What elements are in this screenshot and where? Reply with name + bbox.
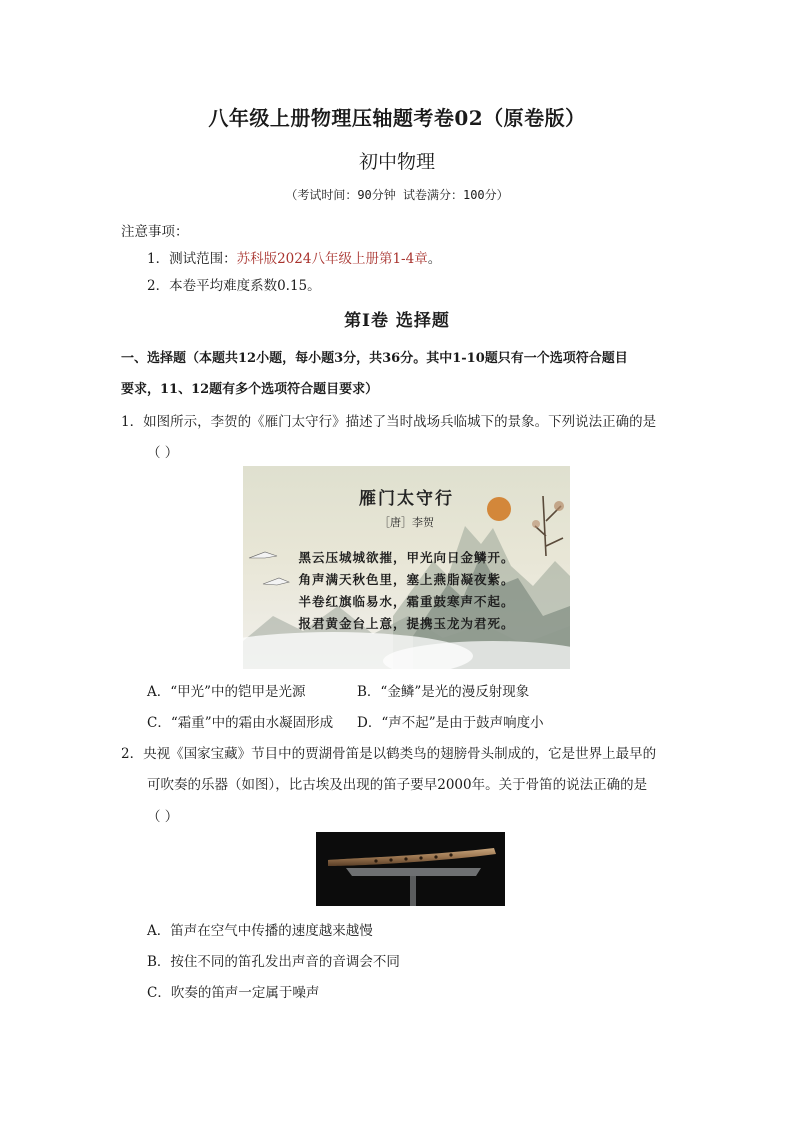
q1-stem-line-1: 1．如图所示，李贺的《雁门太守行》描述了当时战场兵临城下的景象。下列说法正确的是	[121, 414, 657, 430]
notes-item-1-suffix: 。	[427, 251, 442, 267]
q2-option-c: C．吹奏的笛声一定属于噪声	[147, 985, 320, 1001]
poem-line-1: 黑云压城城欲摧，甲光向日金鳞开。	[298, 550, 515, 565]
section-instructions-line-1: 一、选择题（本题共12小题，每小题3分，共36分。其中1-10题只有一个选项符合题目	[121, 351, 628, 366]
poem-title: 雁门太守行	[359, 489, 454, 509]
q2-stem-line-1: 2．央视《国家宝藏》节目中的贾湖骨笛是以鹤类鸟的翅膀骨头制成的，它是世界上最早的	[121, 746, 657, 762]
q2-stem-line-2: 可吹奏的乐器（如图），比古埃及出现的笛子要早2000年。关于骨笛的说法正确的是	[147, 777, 648, 793]
poem-line-2: 角声满天秋色里，塞上燕脂凝夜紫。	[298, 572, 515, 587]
q1-option-b: B．“金鳞”是光的漫反射现象	[357, 684, 530, 700]
q1-option-c: C．“霜重”中的霜由水凝固形成	[147, 715, 334, 731]
q2-answer-blank: （ ）	[147, 809, 179, 825]
q2-option-a: A．笛声在空气中传播的速度越来越慢	[147, 923, 373, 939]
bone-flute-art	[316, 832, 505, 906]
poem-illustration	[243, 466, 570, 669]
q2-option-b: B．按住不同的笛孔发出声音的音调会不同	[147, 954, 400, 970]
section-instructions-line-2: 要求，11、12题有多个选项符合题目要求）	[121, 382, 379, 397]
q1-option-a: A．“甲光”中的铠甲是光源	[147, 684, 306, 700]
poem-line-4: 报君黄金台上意，提携玉龙为君死。	[298, 616, 515, 631]
q1-answer-blank: （ ）	[147, 445, 179, 461]
exam-info: （考试时间：90分钟 试卷满分：100分）	[285, 188, 509, 202]
section-title: 第Ⅰ卷 选择题	[344, 311, 450, 331]
bone-flute-photo	[316, 832, 505, 906]
display-stand	[346, 868, 481, 876]
poem-author: ［唐］李贺	[379, 516, 434, 529]
q1-option-d: D．“声不起”是由于鼓声响度小	[357, 715, 544, 731]
notes-label: 注意事项：	[121, 224, 189, 240]
poem-line-3: 半卷红旗临易水，霜重鼓寒声不起。	[298, 594, 515, 609]
page-subtitle: 初中物理	[358, 151, 435, 173]
notes-item-1-range: 苏科版2024八年级上册第1-4章	[236, 251, 428, 267]
notes-item-1	[147, 247, 441, 267]
notes-item-2: 2．本卷平均难度系数0.15。	[147, 278, 321, 294]
page-title: 八年级上册物理压轴题考卷02（原卷版）	[208, 106, 586, 130]
bone-flute	[328, 848, 496, 866]
notes-item-1-prefix: 1．测试范围：	[147, 251, 237, 267]
